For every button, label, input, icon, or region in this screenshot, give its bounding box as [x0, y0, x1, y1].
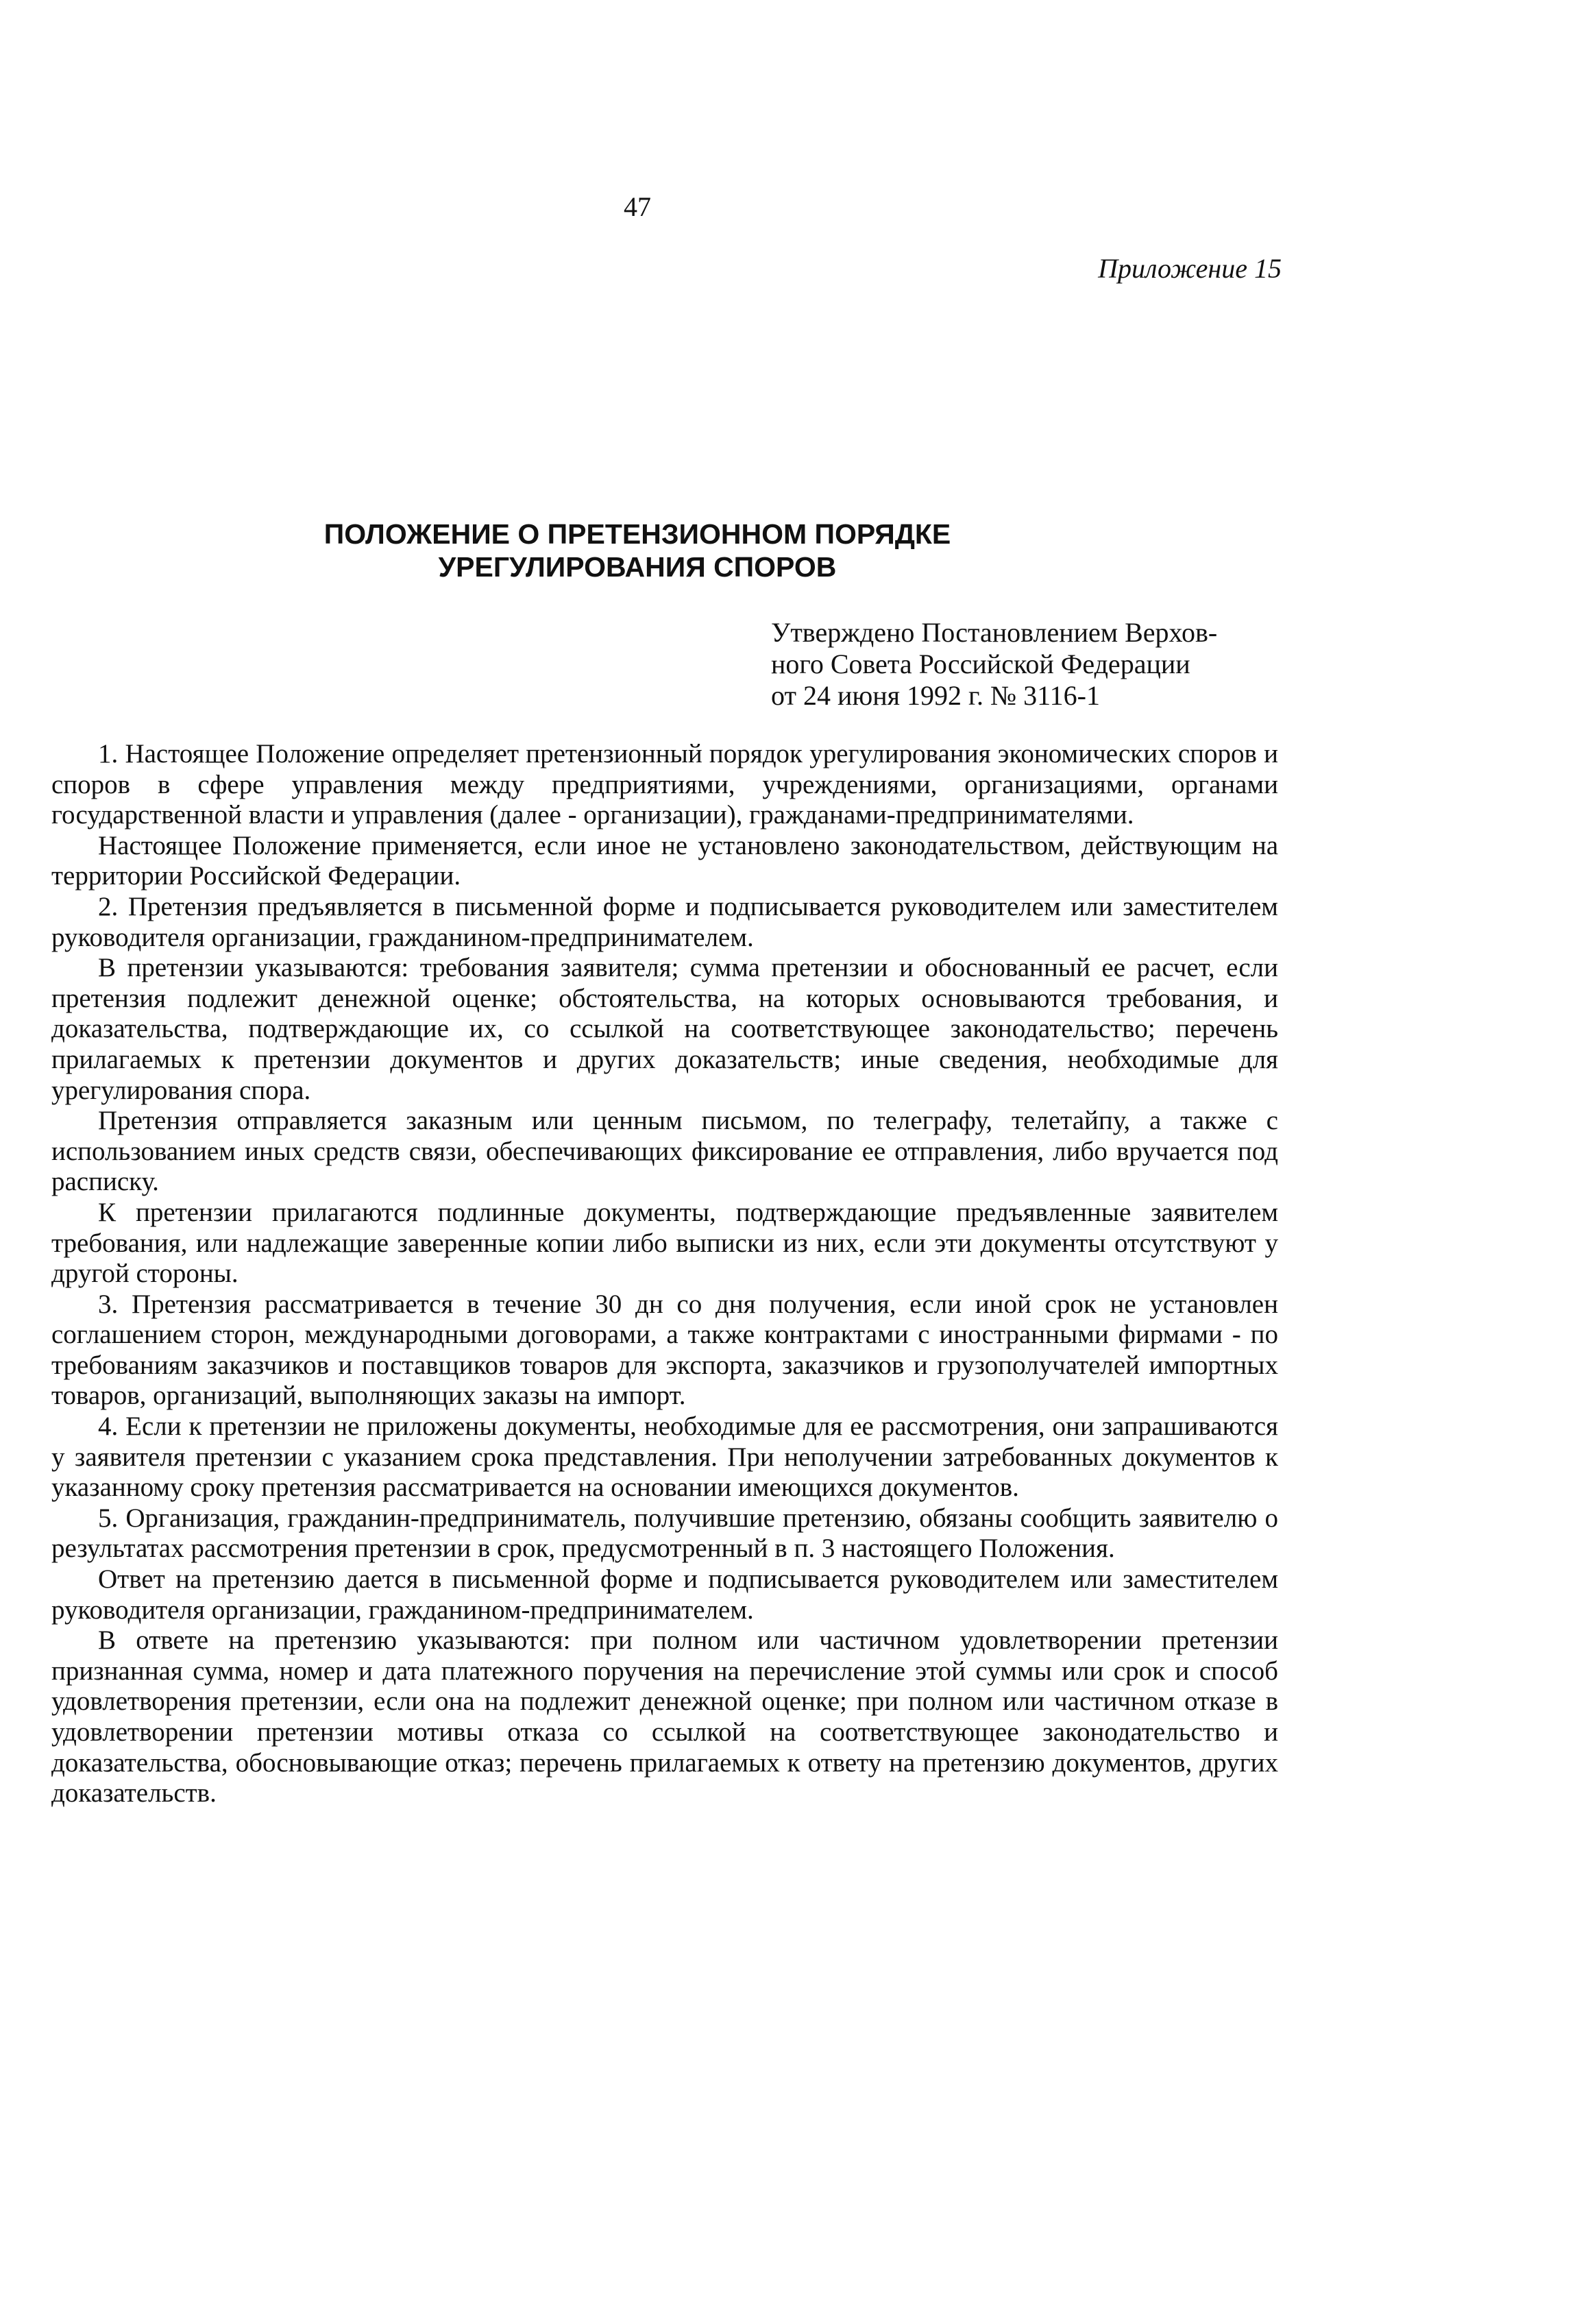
document-title-line-1: ПОЛОЖЕНИЕ О ПРЕТЕНЗИОННОМ ПОРЯДКЕ — [323, 518, 951, 550]
document-title — [0, 518, 1275, 583]
paragraph-3: 2. Претензия предъявляется в письменной форме и подписывается руководителем или заместителем руководителя организации, гражданином-предпринимателем. — [51, 891, 1278, 952]
approval-note — [771, 617, 1278, 712]
page-number: 47 — [624, 191, 651, 222]
approval-line-3: от 24 июня 1992 г. № 3116-1 — [771, 680, 1100, 711]
paragraph-5: Претензия отправляется заказным или ценным письмом, по телеграфу, телетайпу, а также с использованием иных средств связи, обеспечивающих фиксирование ее отправления, либо вручается под расписку. — [51, 1106, 1278, 1197]
paragraph-4: В претензии указываются: требования заявителя; сумма претензии и обоснованный ее расчет, если претензия подлежит денежной оценке; обстоятельства, на которых основываются требования, и доказательства, подтверждающие их, со ссылкой на соответствующее законодательство; перечень прилагаемых к претензии документов и других доказательств; иные сведения, необходимые для урегулирования спора. — [51, 953, 1278, 1105]
paragraph-10: Ответ на претензию дается в письменной форме и подписывается руководителем или заместителем руководителя организации, гражданином-предпринимателем. — [51, 1564, 1278, 1625]
paragraph-2: Настоящее Положение применяется, если иное не установлено законодательством, действующим на территории Российской Федерации. — [51, 830, 1278, 891]
approval-line-1: Утверждено Постановлением Верхов- — [771, 617, 1218, 648]
paragraph-1: 1. Настоящее Положение определяет претензионный порядок урегулирования экономических споров и споров в сфере управления между предприятиями, учреждениями, организациями, органами государственной власти и управления (далее - организации), гражданами-предпринимателями. — [51, 739, 1278, 830]
document-title-line-2: УРЕГУЛИРОВАНИЯ СПОРОВ — [438, 551, 837, 583]
approval-line-2: ного Совета Российской Федерации — [771, 649, 1190, 679]
appendix-label: Приложение 15 — [1098, 253, 1282, 284]
paragraph-6: К претензии прилагаются подлинные документы, подтверждающие предъявленные заявителем требования, или надлежащие заверенные копии либо выписки из них, если эти документы отсутствуют у другой стороны. — [51, 1197, 1278, 1289]
paragraph-11: В ответе на претензию указываются: при полном или частичном удовлетворении претензии признанная сумма, номер и дата платежного поручения на перечисление этой суммы или срок и способ удовлетворения претензии, если она на подлежит денежной оценке; при полном или частичном отказе в удовлетворении претензии мотивы отказа со ссылкой на соответствующее законодательство и доказательства, обосновывающие отказ; перечень прилагаемых к ответу на претензию документов, других доказательств. — [51, 1625, 1278, 1808]
paragraph-7: 3. Претензия рассматривается в течение 30 дн со дня получения, если иной срок не установлен соглашением сторон, международными договорами, а также контрактами с иностранными фирмами - по требованиям заказчиков и поставщиков товаров для экспорта, заказчиков и грузополучателей импортных товаров, организаций, выполняющих заказы на импорт. — [51, 1289, 1278, 1411]
paragraph-9: 5. Организация, гражданин-предприниматель, получившие претензию, обязаны сообщить заявителю о результатах рассмотрения претензии в срок, предусмотренный в п. 3 настоящего Положения. — [51, 1503, 1278, 1564]
paragraph-8: 4. Если к претензии не приложены документы, необходимые для ее рассмотрения, они запрашиваются у заявителя претензии с указанием срока представления. При неполучении затребованных документов к указанному сроку претензия рассматривается на основании имеющихся документов. — [51, 1412, 1278, 1503]
document-body — [51, 739, 1278, 1809]
